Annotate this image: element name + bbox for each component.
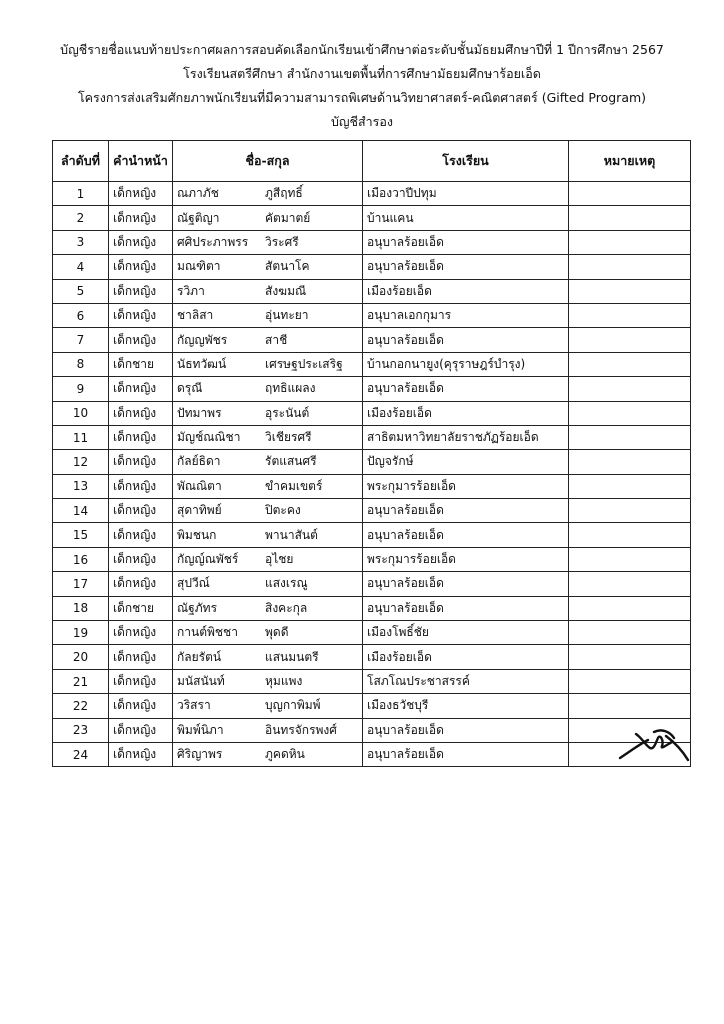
table-row bbox=[53, 572, 691, 596]
row-full-name bbox=[173, 499, 363, 523]
row-first-name: ศศิประภาพรร bbox=[177, 234, 249, 249]
row-full-name bbox=[173, 718, 363, 742]
row-index: 9 bbox=[53, 377, 109, 401]
row-last-name: สังฆมณี bbox=[265, 283, 307, 298]
row-title: เด็กหญิง bbox=[109, 328, 173, 352]
row-school: เมืองวาปีปทุม bbox=[363, 182, 569, 206]
row-index: 19 bbox=[53, 621, 109, 645]
row-last-name: พุดดี bbox=[265, 625, 289, 640]
signature-mark-icon bbox=[618, 714, 690, 762]
row-first-name: ชาลิสา bbox=[177, 308, 214, 323]
row-last-name: สาชี bbox=[265, 332, 288, 347]
row-first-name: ศิริญาพร bbox=[177, 747, 223, 762]
row-index: 14 bbox=[53, 499, 109, 523]
row-title: เด็กหญิง bbox=[109, 450, 173, 474]
row-index: 12 bbox=[53, 450, 109, 474]
row-remark bbox=[569, 328, 691, 352]
row-last-name: ขำคมเขตร์ bbox=[265, 478, 323, 493]
table-row bbox=[53, 352, 691, 376]
row-first-name: รวิภา bbox=[177, 283, 205, 298]
row-remark bbox=[569, 669, 691, 693]
row-first-name: กัลยรัตน์ bbox=[177, 649, 222, 664]
table-row bbox=[53, 621, 691, 645]
row-last-name: อุไชย bbox=[265, 552, 294, 567]
row-title: เด็กหญิง bbox=[109, 279, 173, 303]
row-last-name: เศรษฐประเสริฐ bbox=[265, 356, 343, 371]
row-school: สาธิตมหาวิทยาลัยราชภัฏร้อยเอ็ด bbox=[363, 425, 569, 449]
row-index: 18 bbox=[53, 596, 109, 620]
row-last-name: หุมแพง bbox=[265, 674, 303, 688]
row-title: เด็กหญิง bbox=[109, 499, 173, 523]
row-last-name: พานาสันต์ bbox=[265, 527, 318, 542]
row-remark bbox=[569, 255, 691, 279]
row-first-name: มนัสนันท์ bbox=[177, 674, 225, 688]
table-row bbox=[53, 596, 691, 620]
row-index: 16 bbox=[53, 547, 109, 571]
row-title: เด็กชาย bbox=[109, 352, 173, 376]
row-full-name bbox=[173, 474, 363, 498]
row-last-name: ภูคดหิน bbox=[265, 747, 305, 762]
row-title: เด็กหญิง bbox=[109, 742, 173, 766]
table-row bbox=[53, 182, 691, 206]
row-school: อนุบาลร้อยเอ็ด bbox=[363, 255, 569, 279]
row-index: 3 bbox=[53, 230, 109, 254]
row-title: เด็กหญิง bbox=[109, 230, 173, 254]
row-first-name: มณฑิตา bbox=[177, 259, 221, 274]
row-full-name bbox=[173, 742, 363, 766]
row-title: เด็กหญิง bbox=[109, 645, 173, 669]
table-row bbox=[53, 377, 691, 401]
table-row bbox=[53, 474, 691, 498]
row-title: เด็กชาย bbox=[109, 596, 173, 620]
row-index: 22 bbox=[53, 694, 109, 718]
row-full-name bbox=[173, 401, 363, 425]
row-remark bbox=[569, 572, 691, 596]
row-last-name: ฤทธิแผลง bbox=[265, 381, 316, 396]
row-index: 4 bbox=[53, 255, 109, 279]
row-first-name: พิมชนก bbox=[177, 527, 217, 542]
row-first-name: กัญญพัชร bbox=[177, 332, 228, 347]
row-title: เด็กหญิง bbox=[109, 425, 173, 449]
row-remark bbox=[569, 474, 691, 498]
row-remark bbox=[569, 499, 691, 523]
row-full-name bbox=[173, 450, 363, 474]
table-row bbox=[53, 425, 691, 449]
row-index: 24 bbox=[53, 742, 109, 766]
table-row bbox=[53, 303, 691, 327]
row-remark bbox=[569, 450, 691, 474]
row-school: บ้านแคน bbox=[363, 206, 569, 230]
row-title: เด็กหญิง bbox=[109, 474, 173, 498]
row-first-name: ปัทมาพร bbox=[177, 405, 222, 420]
row-remark bbox=[569, 303, 691, 327]
row-first-name: ดรุณี bbox=[177, 381, 203, 396]
row-remark bbox=[569, 206, 691, 230]
table-row bbox=[53, 718, 691, 742]
announcement-title: บัญชีรายชื่อแนบท้ายประกาศผลการสอบคัดเลือกนักเรียนเข้าศึกษาต่อระดับชั้นมัธยมศึกษาปีที่ 1 ปีการศึกษา 2567 bbox=[60, 42, 664, 57]
row-index: 2 bbox=[53, 206, 109, 230]
row-title: เด็กหญิง bbox=[109, 303, 173, 327]
row-last-name: คัตมาตย์ bbox=[265, 210, 311, 225]
table-row bbox=[53, 450, 691, 474]
row-remark bbox=[569, 523, 691, 547]
row-school: อนุบาลร้อยเอ็ด bbox=[363, 572, 569, 596]
row-last-name: อุ่นทะยา bbox=[265, 308, 309, 323]
row-title: เด็กหญิง bbox=[109, 718, 173, 742]
row-index: 8 bbox=[53, 352, 109, 376]
row-school: อนุบาลร้อยเอ็ด bbox=[363, 742, 569, 766]
row-index: 5 bbox=[53, 279, 109, 303]
table-row bbox=[53, 499, 691, 523]
row-first-name: ณัฐติญา bbox=[177, 210, 220, 225]
row-remark bbox=[569, 547, 691, 571]
table-row bbox=[53, 523, 691, 547]
row-title: เด็กหญิง bbox=[109, 523, 173, 547]
row-first-name: กานต์พิชชา bbox=[177, 625, 238, 640]
table-row bbox=[53, 742, 691, 766]
row-school: พระกุมารร้อยเอ็ด bbox=[363, 474, 569, 498]
row-full-name bbox=[173, 425, 363, 449]
row-first-name: นัธทวัฒน์ bbox=[177, 356, 227, 371]
col-header-title: คำนำหน้า bbox=[109, 141, 173, 182]
row-full-name bbox=[173, 182, 363, 206]
row-first-name: สุดาทิพย์ bbox=[177, 503, 222, 518]
row-school: อนุบาลร้อยเอ็ด bbox=[363, 596, 569, 620]
row-remark bbox=[569, 401, 691, 425]
table-row bbox=[53, 230, 691, 254]
row-full-name bbox=[173, 669, 363, 693]
row-first-name: กัญญ์ณพัชร์ bbox=[177, 552, 239, 567]
row-index: 23 bbox=[53, 718, 109, 742]
row-index: 6 bbox=[53, 303, 109, 327]
row-full-name bbox=[173, 596, 363, 620]
col-header-index: ลำดับที่ bbox=[53, 141, 109, 182]
row-last-name: แสงเรณู bbox=[265, 576, 308, 591]
row-full-name bbox=[173, 645, 363, 669]
row-full-name bbox=[173, 328, 363, 352]
row-first-name: กัลย์ธิดา bbox=[177, 454, 221, 469]
table-row bbox=[53, 255, 691, 279]
row-school: เมืองร้อยเอ็ด bbox=[363, 645, 569, 669]
row-school: อนุบาลร้อยเอ็ด bbox=[363, 230, 569, 254]
table-row bbox=[53, 206, 691, 230]
row-full-name bbox=[173, 255, 363, 279]
row-full-name bbox=[173, 303, 363, 327]
row-full-name bbox=[173, 694, 363, 718]
row-remark bbox=[569, 425, 691, 449]
school-name: โรงเรียนสตรีศึกษา สำนักงานเขตพื้นที่การศึกษามัธยมศึกษาร้อยเอ็ด bbox=[183, 66, 541, 81]
table-row bbox=[53, 547, 691, 571]
row-school: พระกุมารร้อยเอ็ด bbox=[363, 547, 569, 571]
table-row bbox=[53, 669, 691, 693]
row-last-name: ภูสีฤทธิ์ bbox=[265, 186, 303, 201]
row-full-name bbox=[173, 621, 363, 645]
table-row bbox=[53, 694, 691, 718]
row-title: เด็กหญิง bbox=[109, 694, 173, 718]
row-last-name: บุญกาพิมพ์ bbox=[265, 698, 321, 713]
row-school: เมืองโพธิ์ชัย bbox=[363, 621, 569, 645]
row-index: 13 bbox=[53, 474, 109, 498]
row-full-name bbox=[173, 352, 363, 376]
row-remark bbox=[569, 596, 691, 620]
row-index: 17 bbox=[53, 572, 109, 596]
program-name: โครงการส่งเสริมศักยภาพนักเรียนที่มีความสามารถพิเศษด้านวิทยาศาสตร์-คณิตศาสตร์ (Gifted Program) bbox=[77, 90, 647, 105]
row-full-name bbox=[173, 377, 363, 401]
row-full-name bbox=[173, 523, 363, 547]
row-title: เด็กหญิง bbox=[109, 182, 173, 206]
row-school: อนุบาลร้อยเอ็ด bbox=[363, 523, 569, 547]
row-title: เด็กหญิง bbox=[109, 377, 173, 401]
row-index: 11 bbox=[53, 425, 109, 449]
row-last-name: ปิตะคง bbox=[265, 503, 301, 518]
row-remark bbox=[569, 377, 691, 401]
row-school: เมืองร้อยเอ็ด bbox=[363, 401, 569, 425]
row-index: 10 bbox=[53, 401, 109, 425]
col-header-name: ชื่อ-สกุล bbox=[173, 141, 363, 182]
row-school: อนุบาลเอกกุมาร bbox=[363, 303, 569, 327]
row-school: โสภโณประชาสรรค์ bbox=[363, 669, 569, 693]
row-first-name: วริสรา bbox=[177, 698, 211, 713]
row-full-name bbox=[173, 230, 363, 254]
row-title: เด็กหญิง bbox=[109, 401, 173, 425]
row-title: เด็กหญิง bbox=[109, 206, 173, 230]
row-last-name: สิงคะกุล bbox=[265, 600, 308, 615]
row-title: เด็กหญิง bbox=[109, 621, 173, 645]
row-title: เด็กหญิง bbox=[109, 572, 173, 596]
table-row bbox=[53, 279, 691, 303]
row-remark bbox=[569, 279, 691, 303]
row-index: 1 bbox=[53, 182, 109, 206]
row-school: อนุบาลร้อยเอ็ด bbox=[363, 499, 569, 523]
row-index: 21 bbox=[53, 669, 109, 693]
row-first-name: สุปวีณ์ bbox=[177, 576, 210, 591]
col-header-remark: หมายเหตุ bbox=[569, 141, 691, 182]
row-first-name: มัญช์ณณิชา bbox=[177, 430, 241, 445]
row-last-name: อินทรจักรพงศ์ bbox=[265, 722, 337, 737]
row-last-name: รัตแสนศรี bbox=[265, 454, 317, 469]
table-body bbox=[53, 182, 691, 767]
col-header-school: โรงเรียน bbox=[363, 141, 569, 182]
table-header-row bbox=[53, 141, 691, 182]
row-title: เด็กหญิง bbox=[109, 547, 173, 571]
row-school: อนุบาลร้อยเอ็ด bbox=[363, 377, 569, 401]
row-full-name bbox=[173, 572, 363, 596]
row-school: อนุบาลร้อยเอ็ด bbox=[363, 328, 569, 352]
row-first-name: พิมพ์นิภา bbox=[177, 722, 224, 737]
row-first-name: ณภาภัช bbox=[177, 186, 219, 201]
row-index: 7 bbox=[53, 328, 109, 352]
row-school: เมืองธวัชบุรี bbox=[363, 694, 569, 718]
row-full-name bbox=[173, 547, 363, 571]
row-remark bbox=[569, 230, 691, 254]
row-last-name: แสนมนตรี bbox=[265, 649, 319, 664]
row-first-name: พัณณิตา bbox=[177, 478, 222, 493]
row-school: ปัญจรักษ์ bbox=[363, 450, 569, 474]
table-row bbox=[53, 328, 691, 352]
row-last-name: สัตนาโค bbox=[265, 259, 310, 274]
row-remark bbox=[569, 621, 691, 645]
row-school: เมืองร้อยเอ็ด bbox=[363, 279, 569, 303]
row-index: 15 bbox=[53, 523, 109, 547]
table-row bbox=[53, 401, 691, 425]
row-full-name bbox=[173, 206, 363, 230]
reserve-list-table bbox=[52, 140, 691, 767]
table-row bbox=[53, 645, 691, 669]
row-last-name: วิเชียรศรี bbox=[265, 430, 312, 445]
list-type: บัญชีสำรอง bbox=[330, 114, 394, 129]
row-remark bbox=[569, 182, 691, 206]
row-last-name: วิระศรี bbox=[265, 234, 299, 249]
row-school: อนุบาลร้อยเอ็ด bbox=[363, 718, 569, 742]
row-title: เด็กหญิง bbox=[109, 255, 173, 279]
row-remark bbox=[569, 645, 691, 669]
row-index: 20 bbox=[53, 645, 109, 669]
row-first-name: ณัฐภัทร bbox=[177, 600, 218, 615]
row-school: บ้านกอกนายูง(คุรุราษฎร์บำรุง) bbox=[363, 352, 569, 376]
row-remark bbox=[569, 352, 691, 376]
row-last-name: อุระนันต์ bbox=[265, 405, 310, 420]
row-title: เด็กหญิง bbox=[109, 669, 173, 693]
row-full-name bbox=[173, 279, 363, 303]
